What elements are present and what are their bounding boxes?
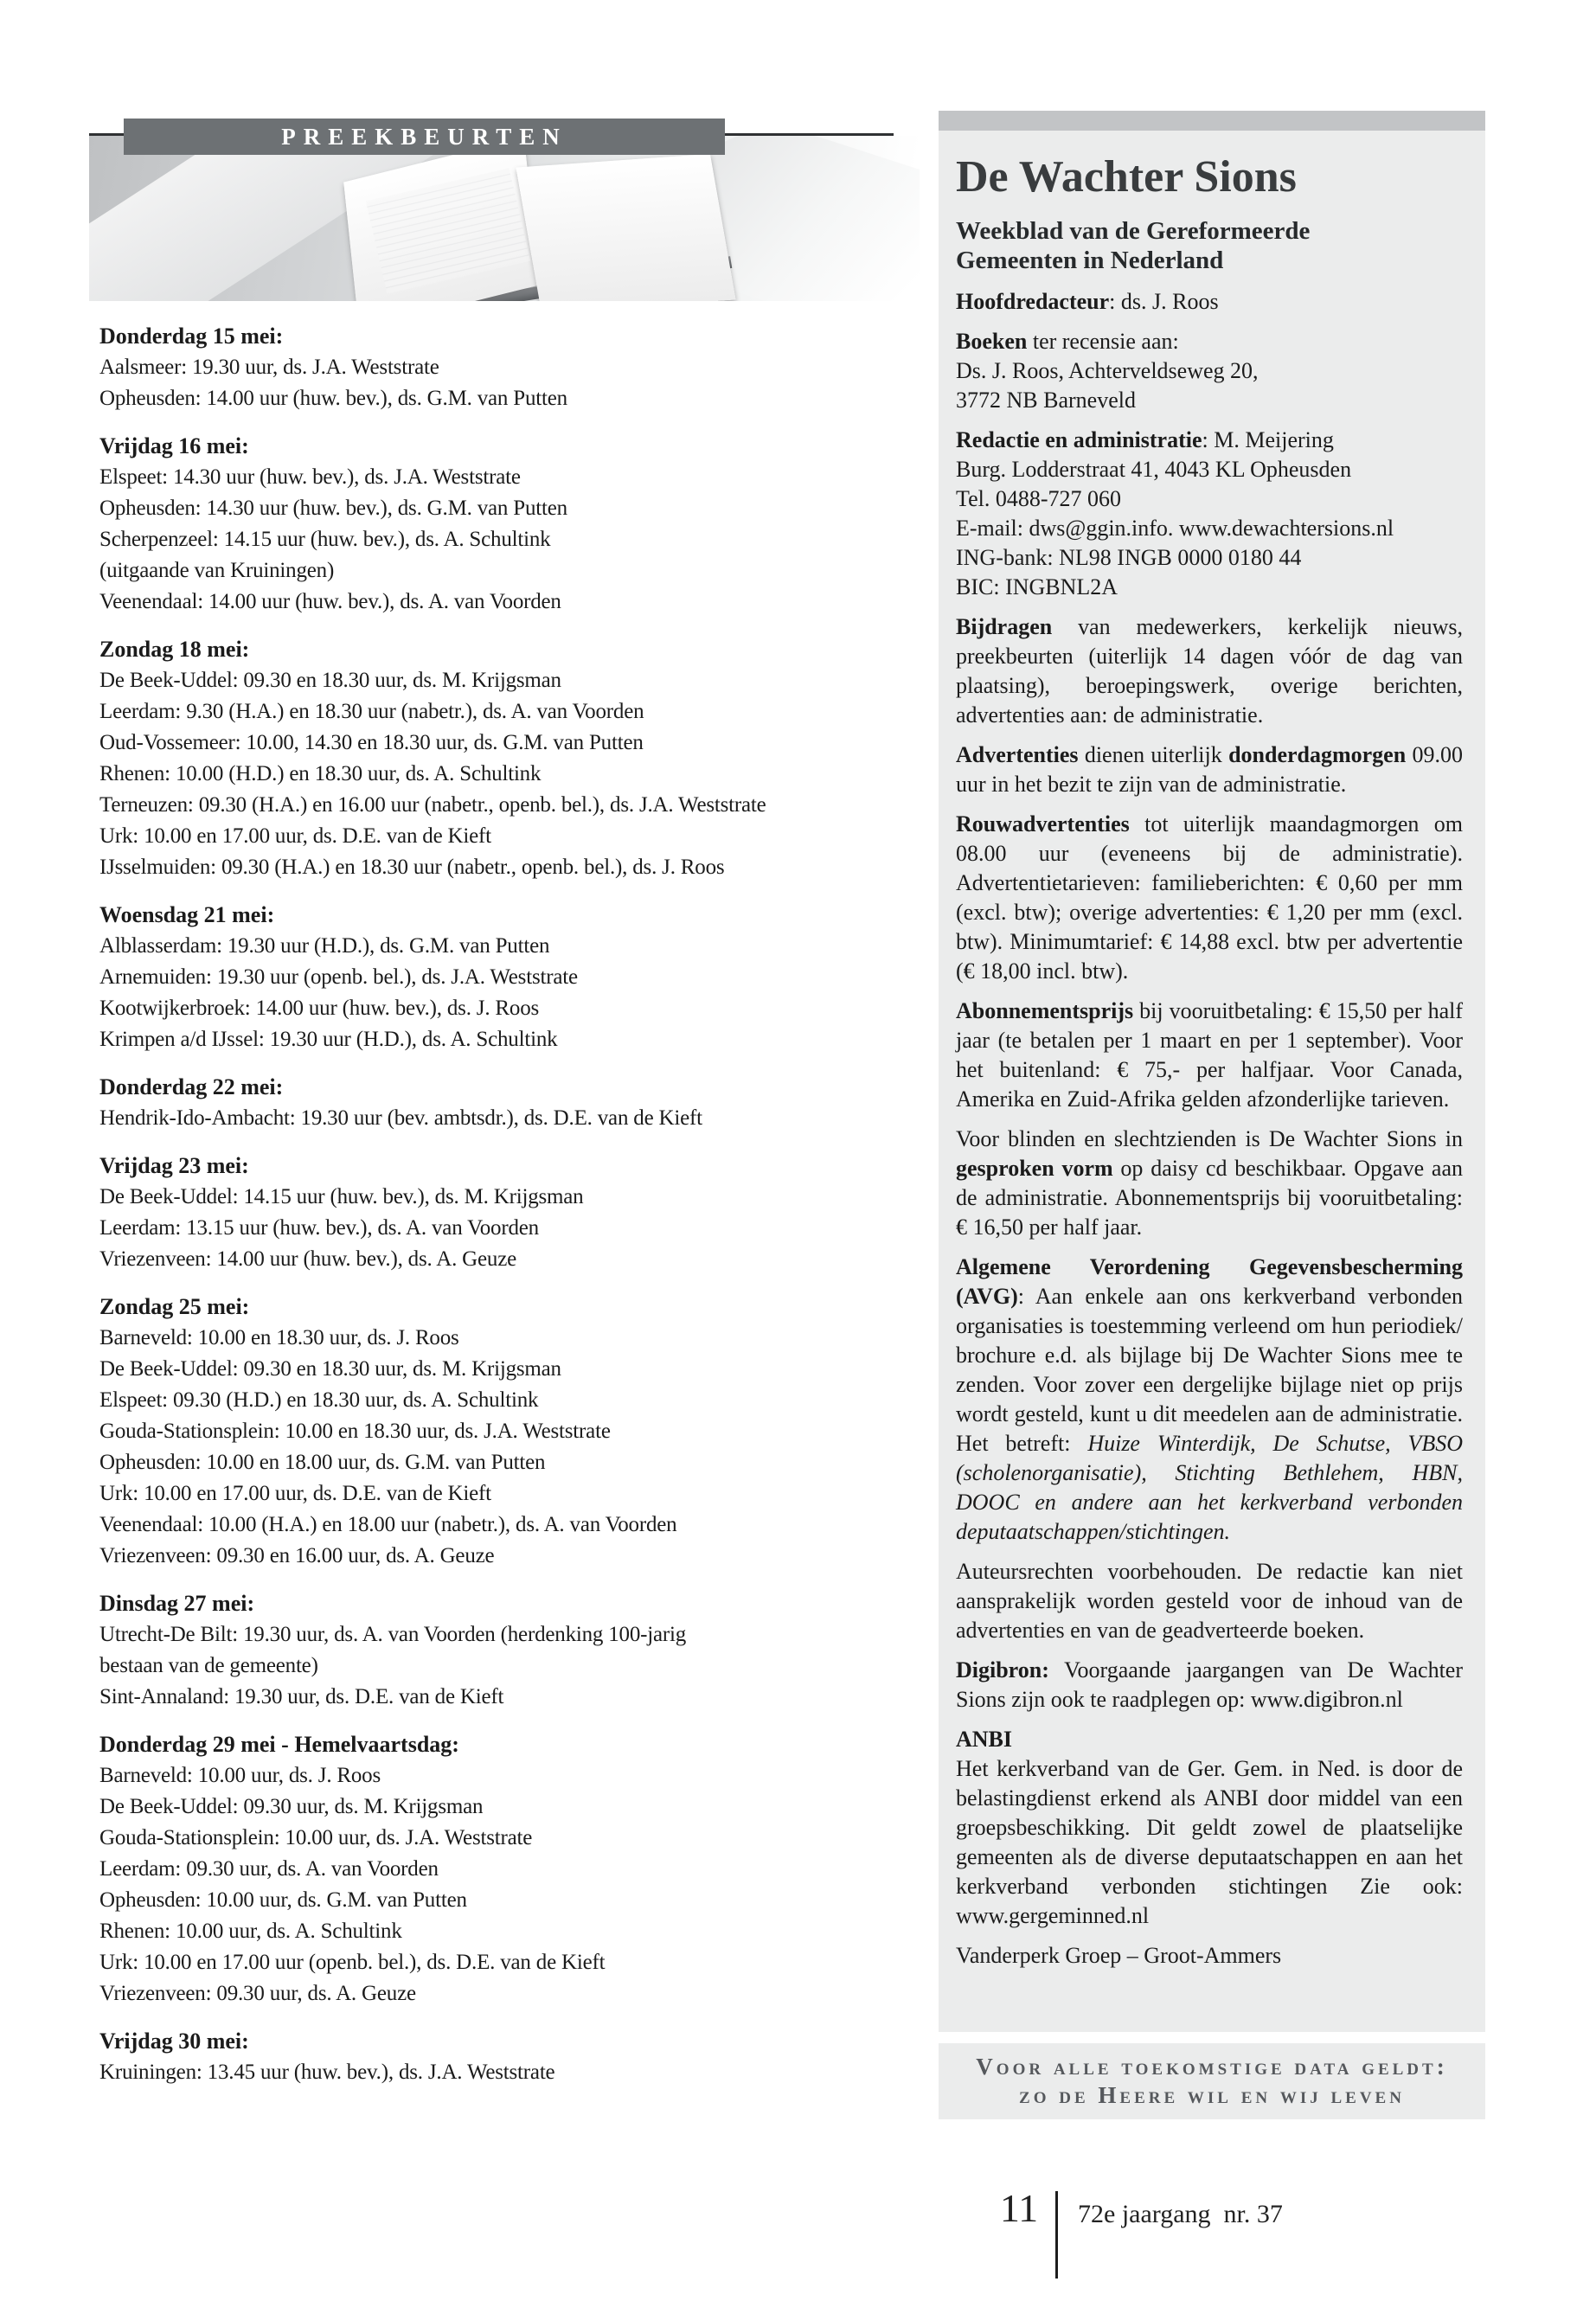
schedule-line: De Beek-Uddel: 09.30 en 18.30 uur, ds. M. Krijgsman — [99, 1357, 561, 1381]
magazine-title: De Wachter Sions — [956, 152, 1297, 202]
motto-box — [939, 2043, 1485, 2119]
masthead-paragraph: Algemene Verordening Gegevensbescherming (AVG): Aan enkele aan ons kerkverband verbonden organisaties is toestemming verleend om hun periodiek/ brochure e.d. als bijlage bij De Wachter Sions mee te zenden. Voor zover een dergelijke bijlage niet op prijs wordt gesteld, kunt u dit meedelen aan de administratie. Het betreft: Huize Winterdijk, De Schutse, VBSO (scholenorganisatie), Stichting Bethlehem, HBN, DOOC en andere aan het kerkverband verbonden deputaatschappen/stichtingen. — [956, 1254, 1463, 1544]
schedule-line: Veenendaal: 10.00 (H.A.) en 18.00 uur (nabetr.), ds. A. van Voorden — [99, 1513, 677, 1536]
schedule-block — [99, 1150, 921, 1275]
masthead-paragraph: Rouwadvertenties tot uiterlijk maandagmorgen om 08.00 uur (eveneens bij de administratie). Advertentietarieven: familieberichten: € 0,60 per mm (excl. btw); overige advertenties: € 1,20 per mm (excl. btw). Minimumtarief: € 14,88 excl. btw per advertentie (€ 18,00 incl. btw). — [956, 811, 1463, 984]
masthead-paragraph: Vanderperk Groep – Groot-Ammers — [956, 1943, 1282, 1968]
schedule-line: Opheusden: 10.00 uur, ds. G.M. van Putten — [99, 1888, 467, 1912]
masthead-paragraph: Auteursrechten voorbehouden. De redactie kan niet aansprakelijk worden gesteld voor de inhoud van de advertenties en van de geadverteerde boeken. — [956, 1559, 1463, 1643]
masthead-paragraph: Abonnementsprijs bij vooruitbetaling: € 15,50 per half jaar (te betalen per 1 maart en per 1 september). Voor het buitenland: € 75,- per halfjaar. Voor Canada, Amerika en Zuid-Afrika gelden afzonderlijke tarieven. — [956, 998, 1463, 1112]
schedule-block — [99, 634, 921, 883]
schedule-line: Utrecht-De Bilt: 19.30 uur, ds. A. van Voorden (herdenking 100-jarig — [99, 1623, 687, 1646]
schedule-line: Urk: 10.00 en 17.00 uur (openb. bel.), ds. D.E. van de Kieft — [99, 1951, 606, 1974]
schedule-block — [99, 1292, 921, 1572]
schedule-date-heading: Zondag 18 mei: — [99, 637, 250, 662]
schedule-date-heading: Dinsdag 27 mei: — [99, 1591, 255, 1616]
schedule-line: IJsselmuiden: 09.30 (H.A.) en 18.30 uur (nabetr., openb. bel.), ds. J. Roos — [99, 856, 725, 879]
masthead-paragraph: Bijdragen van medewerkers, kerkelijk nieuws, preekbeurten (uiterlijk 14 dagen vóór de dag van plaatsing), beroepingswerk, overige berichten, advertenties aan: de administratie. — [956, 614, 1463, 727]
schedule-line: De Beek-Uddel: 09.30 uur, ds. M. Krijgsman — [99, 1795, 484, 1818]
schedule-date-heading: Woensdag 21 mei: — [99, 902, 275, 927]
schedule-line: Hendrik-Ido-Ambacht: 19.30 uur (bev. ambtsdr.), ds. D.E. van de Kieft — [99, 1106, 702, 1130]
schedule-line: Vriezenveen: 14.00 uur (huw. bev.), ds. A. Geuze — [99, 1247, 517, 1271]
schedule-line: De Beek-Uddel: 14.15 uur (huw. bev.), ds. M. Krijgsman — [99, 1185, 584, 1208]
schedule-line: Krimpen a/d IJssel: 19.30 uur (H.D.), ds. A. Schultink — [99, 1028, 558, 1051]
schedule-date-heading: Vrijdag 16 mei: — [99, 433, 249, 458]
schedule-line: Leerdam: 13.15 uur (huw. bev.), ds. A. van Voorden — [99, 1216, 539, 1240]
schedule-line: Terneuzen: 09.30 (H.A.) en 16.00 uur (nabetr., openb. bel.), ds. J.A. Weststrate — [99, 793, 766, 817]
schedule-date-heading: Donderdag 15 mei: — [99, 324, 284, 349]
schedule-line: (uitgaande van Kruiningen) — [99, 559, 335, 582]
schedule-line: Rhenen: 10.00 (H.D.) en 18.30 uur, ds. A. Schultink — [99, 762, 542, 785]
schedule-line: Kruiningen: 13.45 uur (huw. bev.), ds. J.A. Weststrate — [99, 2061, 555, 2084]
schedule-line: Scherpenzeel: 14.15 uur (huw. bev.), ds. A. Schultink — [99, 528, 551, 551]
schedule-line: Rhenen: 10.00 uur, ds. A. Schultink — [99, 1920, 402, 1943]
schedule-line: Opheusden: 10.00 en 18.00 uur, ds. G.M. van Putten — [99, 1451, 546, 1474]
schedule-line: Veenendaal: 14.00 uur (huw. bev.), ds. A. van Voorden — [99, 590, 561, 613]
schedule — [99, 321, 921, 2105]
footer-divider-rule — [1055, 2191, 1058, 2279]
schedule-line: Elspeet: 09.30 (H.D.) en 18.30 uur, ds. A. Schultink — [99, 1388, 539, 1412]
schedule-block — [99, 900, 921, 1055]
masthead-paragraph: ANBI Het kerkverband van de Ger. Gem. in Ned. is door de belastingdienst erkend als ANBI door middel van een groepsbeschikking. Dit geldt zowel de plaatselijke gemeenten als de diverse deputaatschappen en aan het kerkverband verbonden stichtingen Zie ook: www.gergeminned.nl — [956, 1727, 1463, 1928]
schedule-line: Gouda-Stationsplein: 10.00 en 18.30 uur, ds. J.A. Weststrate — [99, 1420, 611, 1443]
schedule-line: Leerdam: 9.30 (H.A.) en 18.30 uur (nabetr.), ds. A. van Voorden — [99, 700, 644, 723]
schedule-line: Aalsmeer: 19.30 uur, ds. J.A. Weststrate — [99, 356, 439, 379]
bible-photo — [89, 136, 920, 301]
schedule-line: Gouda-Stationsplein: 10.00 uur, ds. J.A. Weststrate — [99, 1826, 533, 1849]
schedule-block — [99, 321, 921, 414]
magazine-subtitle: Weekblad van de Gereformeerde Gemeenten in Nederland — [956, 217, 1311, 274]
masthead-paragraph: Redactie en administratie: M. Meijering Burg. Lodderstraat 41, 4043 KL Opheusden Tel. 0488-727 060 E-mail: dws@ggin.info. www.dewachtersions.nl ING-bank: NL98 INGB 0000 0180 44 BIC: INGBNL2A — [956, 427, 1394, 599]
schedule-line: Urk: 10.00 en 17.00 uur, ds. D.E. van de Kieft — [99, 824, 491, 848]
schedule-line: Urk: 10.00 en 17.00 uur, ds. D.E. van de Kieft — [99, 1482, 491, 1505]
motto-line-2: zo de Heere wil en wij leven — [1019, 2082, 1405, 2108]
schedule-block — [99, 1729, 921, 2009]
schedule-date-heading: Donderdag 29 mei - Hemelvaartsdag: — [99, 1732, 459, 1757]
schedule-line: Leerdam: 09.30 uur, ds. A. van Voorden — [99, 1857, 439, 1881]
schedule-line: De Beek-Uddel: 09.30 en 18.30 uur, ds. M. Krijgsman — [99, 669, 561, 692]
motto-line-1: Voor alle toekomstige data geldt: — [976, 2054, 1448, 2080]
schedule-date-heading: Vrijdag 23 mei: — [99, 1153, 249, 1178]
issue-label: 72e jaargang nr. 37 — [1078, 2200, 1283, 2228]
schedule-line: Sint-Annaland: 19.30 uur, ds. D.E. van de Kieft — [99, 1685, 504, 1708]
schedule-line: Barneveld: 10.00 uur, ds. J. Roos — [99, 1764, 381, 1787]
schedule-line: Elspeet: 14.30 uur (huw. bev.), ds. J.A. Weststrate — [99, 465, 521, 489]
colophon-content — [956, 152, 1463, 1981]
photo-book-right-page — [516, 154, 735, 301]
schedule-line: Vriezenveen: 09.30 uur, ds. A. Geuze — [99, 1982, 416, 2005]
schedule-line: Barneveld: 10.00 en 18.30 uur, ds. J. Roos — [99, 1326, 459, 1349]
schedule-block — [99, 1588, 921, 1713]
schedule-line: Kootwijkerbroek: 14.00 uur (huw. bev.), ds. J. Roos — [99, 997, 540, 1020]
masthead-paragraph: Boeken ter recensie aan: Ds. J. Roos, Achterveldseweg 20, 3772 NB Barneveld — [956, 329, 1259, 413]
schedule-line: Opheusden: 14.00 uur (huw. bev.), ds. G.M. van Putten — [99, 387, 567, 410]
preekbeurten-banner — [124, 119, 725, 155]
schedule-date-heading: Zondag 25 mei: — [99, 1294, 250, 1319]
colophon-top-bar — [939, 111, 1485, 131]
schedule-block — [99, 431, 921, 618]
masthead-paragraph: Advertenties dienen uiterlijk donderdagmorgen 09.00 uur in het bezit te zijn van de administratie. — [956, 742, 1463, 797]
schedule-block — [99, 1072, 921, 1134]
schedule-line: Arnemuiden: 19.30 uur (openb. bel.), ds. J.A. Weststrate — [99, 965, 578, 989]
page-number: 11 — [999, 2186, 1039, 2230]
schedule-line: Oud-Vossemeer: 10.00, 14.30 en 18.30 uur, ds. G.M. van Putten — [99, 731, 644, 754]
masthead-paragraph: Hoofdredacteur: ds. J. Roos — [956, 289, 1219, 314]
masthead-paragraph: Voor blinden en slechtzienden is De Wachter Sions in gesproken vorm op daisy cd beschikbaar. Opgave aan de administratie. Abonnementsprijs bij vooruitbetaling: € 16,50 per half jaar. — [956, 1126, 1463, 1240]
schedule-date-heading: Vrijdag 30 mei: — [99, 2029, 249, 2054]
schedule-line: Opheusden: 14.30 uur (huw. bev.), ds. G.M. van Putten — [99, 497, 567, 520]
colophon-box — [939, 111, 1485, 2032]
schedule-date-heading: Donderdag 22 mei: — [99, 1074, 284, 1099]
preekbeurten-banner-title: PREEKBEURTEN — [281, 123, 567, 150]
schedule-line: bestaan van de gemeente) — [99, 1654, 318, 1677]
schedule-line: Vriezenveen: 09.30 en 16.00 uur, ds. A. Geuze — [99, 1544, 495, 1567]
schedule-line: Alblasserdam: 19.30 uur (H.D.), ds. G.M. van Putten — [99, 934, 550, 958]
masthead-paragraph: Digibron: Voorgaande jaargangen van De Wachter Sions zijn ook te raadplegen op: www.digibron.nl — [956, 1657, 1463, 1712]
schedule-block — [99, 2026, 921, 2088]
masthead-paragraphs — [956, 287, 1463, 1971]
